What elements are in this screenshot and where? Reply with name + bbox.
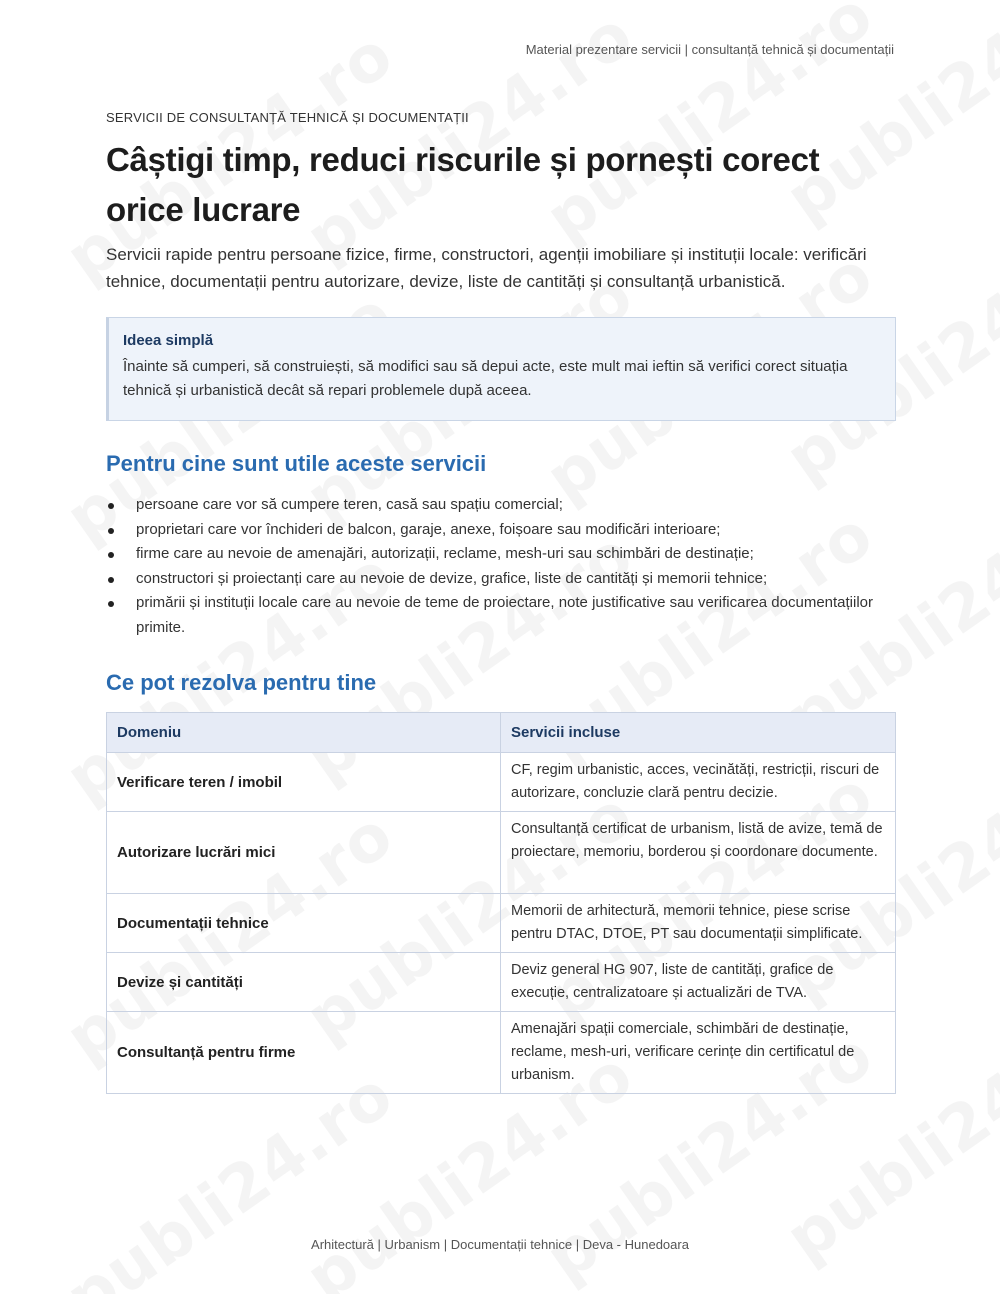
services-table xyxy=(106,712,896,1094)
table-cell-included: CF, regim urbanistic, acces, vecinătăți, restricții, riscuri de autorizare, concluzie clară pentru decizie. xyxy=(501,753,896,812)
page-title xyxy=(106,135,896,235)
bullet-icon xyxy=(108,503,114,509)
bullet-icon xyxy=(108,577,114,583)
page-content xyxy=(106,110,896,1094)
callout-title: Ideea simplă xyxy=(123,332,214,349)
services-heading: Ce pot rezolva pentru tine xyxy=(106,670,377,695)
list-item xyxy=(106,518,896,543)
page-title-line1: Câștigi timp, reduci riscurile și pornești corect xyxy=(106,141,820,178)
eyebrow-label: SERVICII DE CONSULTANȚĂ TEHNICĂ ȘI DOCUMENTAȚII xyxy=(106,110,469,125)
list-item-text: constructori și proiectanți care au nevoie de devize, grafice, liste de cantități și memorii tehnice; xyxy=(136,569,768,587)
table-cell-domain: Devize și cantități xyxy=(107,953,501,1012)
table-cell-included: Amenajări spații comerciale, schimbări de destinație, reclame, mesh-uri, verificare cerințe din certificatul de urbanism. xyxy=(501,1012,896,1094)
list-item-text: persoane care vor să cumpere teren, casă sau spațiu comercial; xyxy=(136,496,563,513)
table-row xyxy=(107,1012,896,1094)
table-cell-included: Consultanță certificat de urbanism, listă de avize, temă de proiectare, memoriu, borderou și coordonare documente. xyxy=(501,812,896,894)
audience-list xyxy=(106,493,896,640)
list-item-text: primării și instituții locale care au nevoie de teme de proiectare, note justificative sau verificarea documentațiilor primite. xyxy=(136,594,874,636)
bullet-icon xyxy=(108,552,114,558)
list-item-text: proprietari care vor închideri de balcon, garaje, anexe, foișoare sau modificări interioare; xyxy=(136,520,721,538)
table-cell-domain: Documentații tehnice xyxy=(107,894,501,953)
intro-paragraph: Servicii rapide pentru persoane fizice, firme, constructori, agenții imobiliare și instituții locale: verificări tehnice, documentații pentru autorizare, devize, liste de cantități și consultanță urbanistică. xyxy=(106,245,867,291)
table-header-row xyxy=(107,713,896,753)
table-cell-domain: Autorizare lucrări mici xyxy=(107,812,501,894)
list-item xyxy=(106,493,896,518)
bullet-icon xyxy=(108,528,114,534)
column-header-domain: Domeniu xyxy=(107,713,501,753)
page-title-line2: orice lucrare xyxy=(106,191,301,228)
list-item xyxy=(106,542,896,567)
bullet-icon xyxy=(108,601,114,607)
page-footer: Arhitectură | Urbanism | Documentații tehnice | Deva - Hunedoara xyxy=(311,1237,689,1252)
table-row xyxy=(107,753,896,812)
callout-box xyxy=(106,317,896,421)
table-cell-included: Memorii de arhitectură, memorii tehnice, piese scrise pentru DTAC, DTOE, PT sau documentații simplificate. xyxy=(501,894,896,953)
table-row xyxy=(107,953,896,1012)
table-row xyxy=(107,894,896,953)
column-header-included: Servicii incluse xyxy=(501,713,896,753)
list-item-text: firme care au nevoie de amenajări, autorizații, reclame, mesh-uri sau schimbări de destinație; xyxy=(136,545,754,562)
table-row xyxy=(107,812,896,894)
callout-text: Înainte să cumperi, să construiești, să modifici sau să depui acte, este mult mai ieftin să verifici corect situația tehnică și urbanistică decât să repari problemele după aceea. xyxy=(123,358,848,399)
table-cell-domain: Verificare teren / imobil xyxy=(107,753,501,812)
list-item xyxy=(106,591,896,640)
header-note: Material prezentare servicii | consultanță tehnică și documentații xyxy=(525,42,894,57)
list-item xyxy=(106,567,896,592)
table-cell-domain: Consultanță pentru firme xyxy=(107,1012,501,1094)
table-cell-included: Deviz general HG 907, liste de cantități, grafice de execuție, centralizatoare și actualizări de TVA. xyxy=(501,953,896,1012)
audience-heading: Pentru cine sunt utile aceste servicii xyxy=(106,451,487,476)
